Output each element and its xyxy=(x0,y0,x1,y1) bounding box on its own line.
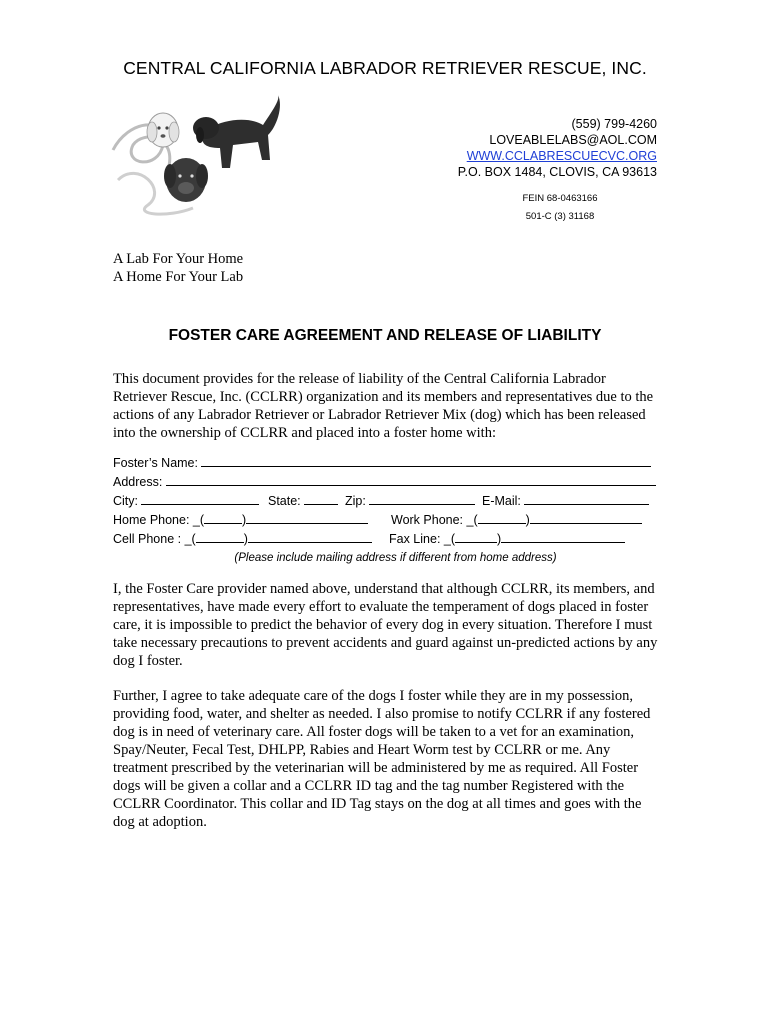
fax-line-field[interactable]: _( ) xyxy=(444,532,625,546)
address-label: Address: xyxy=(113,475,163,489)
city-state-zip-row xyxy=(113,492,658,511)
email-address: LOVEABLELABS@AOL.COM xyxy=(489,133,657,147)
organization-name: CENTRAL CALIFORNIA LABRADOR RETRIEVER RESCUE, INC. xyxy=(123,58,647,78)
care-paragraph: Further, I agree to take adequate care of the dogs I foster while they are in my possession, providing food, water, and shelter as needed. I also promise to notify CCLRR if any fostered dog is in need of veterinary care. All foster dogs will be taken to a vet for an examination, Spay/Neuter, Fecal Test, DHLPP, Rabies and Heart Worm test by CCLRR or me. Any treatment prescribed by the veterinarian will be administered by me as required. All Foster dogs will be given a collar and a CCLRR ID tag and the tag number Registered with the CCLRR Coordinator. This collar and ID Tag stays on the dog at all times and goes with the dog at adoption. xyxy=(113,688,651,830)
home-phone-label: Home Phone: xyxy=(113,513,190,527)
work-phone-label: Work Phone: xyxy=(391,513,464,527)
intro-paragraph: This document provides for the release of liability of the Central California Labrador Retriever Rescue, Inc. (CCLRR) organization and its members and representatives due to the actions of any Labrador Retriever or Labrador Retriever Mix (dog) which has been released into the ownership of CCLRR and placed into a foster home with: xyxy=(113,371,654,441)
labrador-dogs-logo-icon xyxy=(108,90,283,220)
cell-phone-label: Cell Phone : xyxy=(113,532,182,546)
zip-field[interactable] xyxy=(369,492,475,505)
slogan-line-2: A Home For Your Lab xyxy=(113,269,244,285)
fein-number: FEIN 68-0463166 xyxy=(522,193,598,204)
slogan xyxy=(113,250,243,286)
city-field[interactable] xyxy=(141,492,259,505)
foster-info-form xyxy=(113,454,658,568)
state-field[interactable] xyxy=(304,492,338,505)
phone-row xyxy=(113,511,658,530)
tax-status: 501-C (3) 31168 xyxy=(525,211,595,222)
mailing-address-note: (Please include mailing address if different from home address) xyxy=(234,552,557,564)
email-field[interactable] xyxy=(524,492,649,505)
mailing-address: P.O. BOX 1484, CLOVIS, CA 93613 xyxy=(457,165,657,179)
address-row xyxy=(113,473,658,492)
work-phone-field[interactable]: _( ) xyxy=(467,513,642,527)
zip-label: Zip: xyxy=(345,494,366,508)
website-link[interactable]: WWW.CCLABRESCUECVC.ORG xyxy=(466,149,657,163)
fosters-name-row xyxy=(113,454,658,473)
phone-number: (559) 799-4260 xyxy=(571,117,657,131)
home-phone-field[interactable]: _( ) xyxy=(193,513,368,527)
contact-block xyxy=(458,116,657,180)
document-title: FOSTER CARE AGREEMENT AND RELEASE OF LIABILITY xyxy=(168,327,602,344)
fax-line-label: Fax Line: xyxy=(389,532,441,546)
cell-fax-row xyxy=(113,530,658,549)
fosters-name-field[interactable] xyxy=(201,454,651,467)
cell-phone-field[interactable]: _( ) xyxy=(185,532,372,546)
fosters-name-label: Foster’s Name: xyxy=(113,456,198,470)
address-field[interactable] xyxy=(166,473,656,486)
slogan-line-1: A Lab For Your Home xyxy=(113,251,244,267)
email-label: E-Mail: xyxy=(482,494,521,508)
city-label: City: xyxy=(113,494,138,508)
state-label: State: xyxy=(268,494,301,508)
tax-ids xyxy=(500,190,620,226)
liability-paragraph: I, the Foster Care provider named above, understand that although CCLRR, its members, and representatives, have made every effort to evaluate the temperament of dogs placed in foster care, it is impossible to predict the behavior of every dog in every situation. Therefore I must take necessary precautions to prevent accidents and guard against un-predicted actions by any dog I foster. xyxy=(113,581,658,669)
